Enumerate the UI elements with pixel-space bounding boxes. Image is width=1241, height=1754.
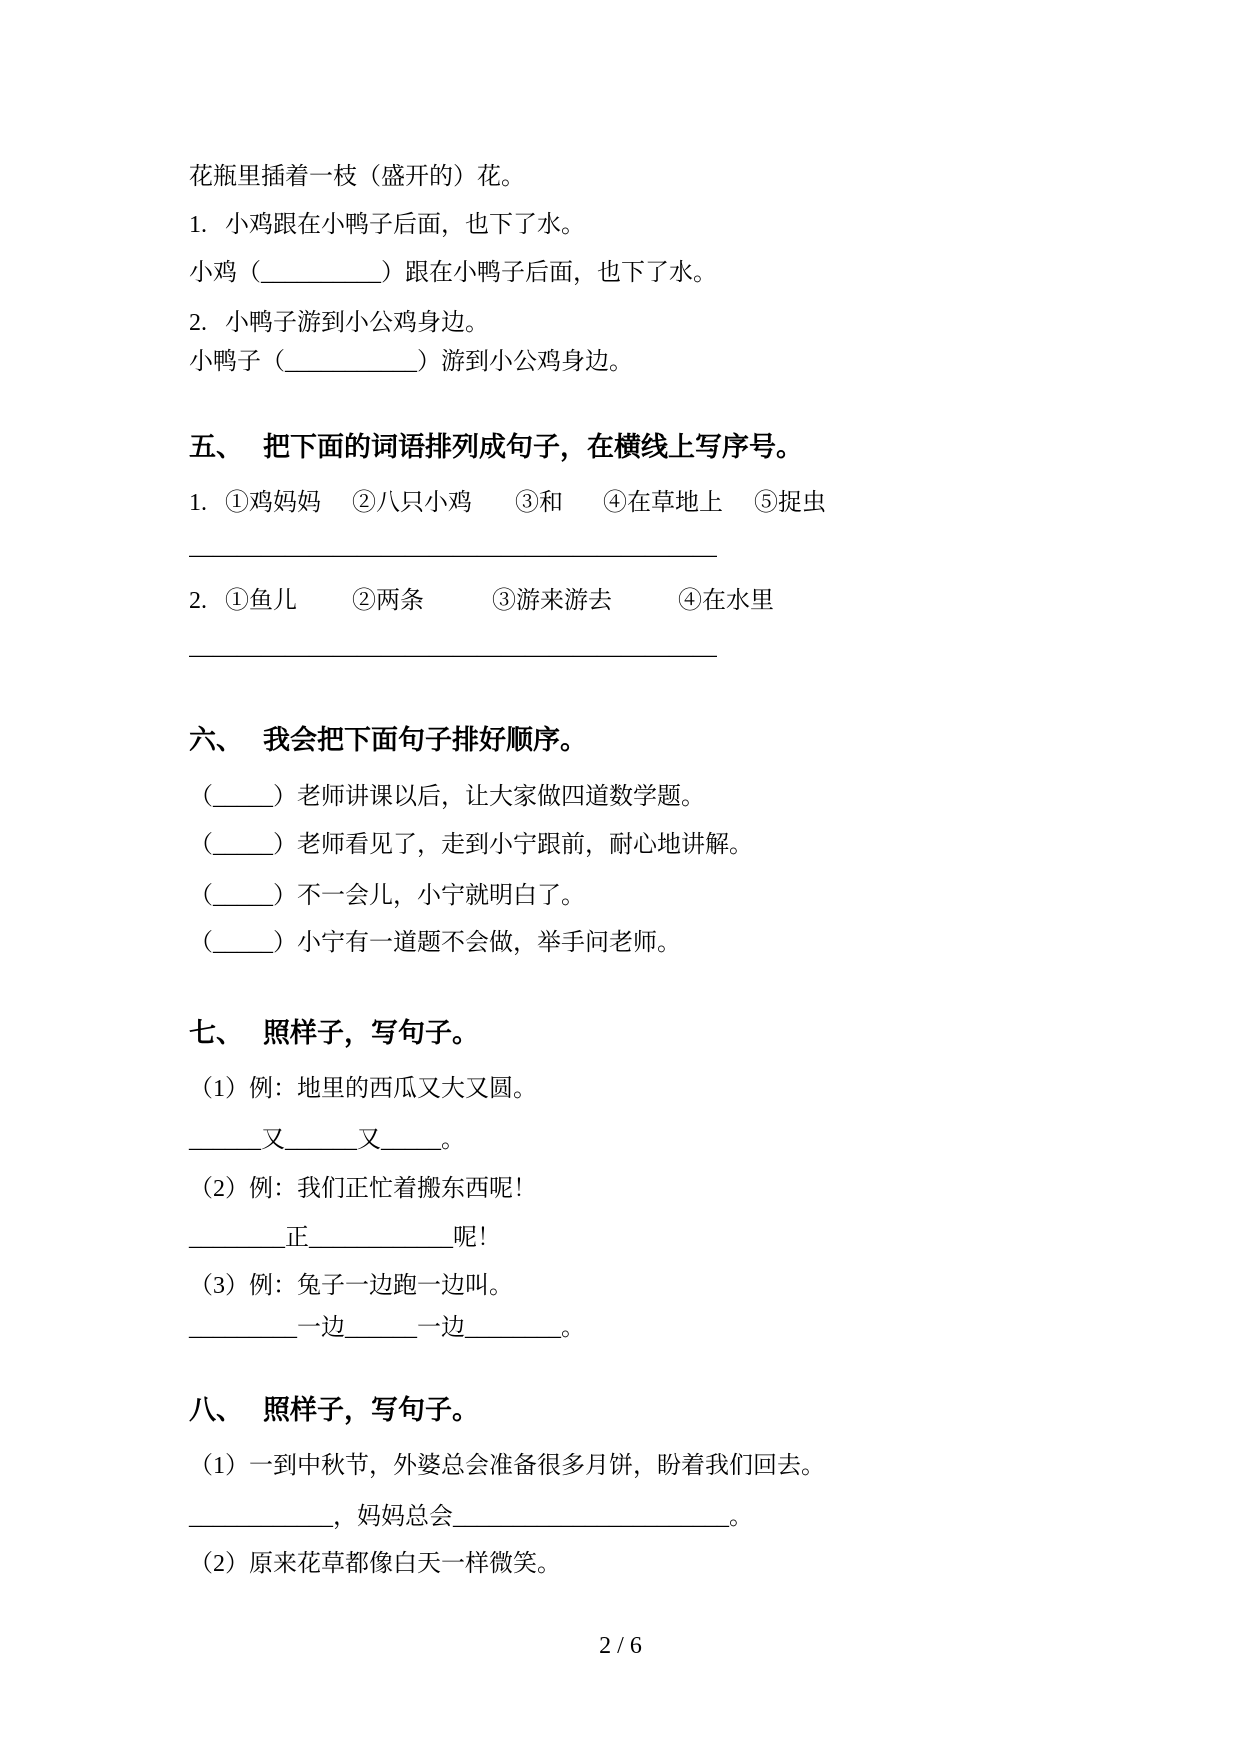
item-index: 2.: [189, 588, 207, 614]
ordering-item: [189, 881, 1089, 911]
item-index: 1.: [189, 490, 207, 516]
page-number: 2 / 6: [599, 1633, 642, 1659]
word-option: ③游来游去: [492, 588, 612, 614]
section-title: 把下面的词语排列成句子，在横线上写序号。: [263, 432, 803, 462]
item-sentence: 小鸡跟在小鸭子后面，也下了水。: [225, 212, 585, 238]
order-blank: （_____）: [189, 930, 297, 956]
section5-heading: [189, 430, 1089, 464]
section8-heading: [189, 1393, 1089, 1427]
word-option: ④在草地上: [603, 490, 723, 516]
fill-blank-answer: ____________，妈妈总会_______________________。: [189, 1504, 753, 1530]
order-blank: （_____）: [189, 883, 297, 909]
word-option: ③和: [515, 490, 563, 516]
item-index: 1.: [189, 212, 207, 238]
example-sentence: （2）例：我们正忙着搬东西呢！: [189, 1176, 537, 1202]
ordering-item: [189, 830, 1089, 860]
ordering-sentence: 老师讲课以后，让大家做四道数学题。: [297, 784, 705, 810]
ordering-sentence: 不一会儿，小宁就明白了。: [297, 883, 585, 909]
section-number: 七、: [189, 1018, 243, 1048]
section7-heading: [189, 1016, 1089, 1050]
example-sentence: （1）一到中秋节，外婆总会准备很多月饼，盼着我们回去。: [189, 1453, 825, 1479]
section-number: 八、: [189, 1395, 243, 1425]
section-title: 照样子，写句子。: [263, 1018, 479, 1048]
section-number: 六、: [189, 725, 243, 755]
example-sentence: 花瓶里插着一枝（盛开的）花。: [189, 164, 525, 190]
ordering-item: [189, 782, 1089, 812]
word-option: ⑤捉虫: [754, 490, 826, 516]
question-item: [189, 210, 1089, 240]
ordering-sentence: 小宁有一道题不会做，举手问老师。: [297, 930, 681, 956]
word-option: ②八只小鸡: [352, 490, 472, 516]
fill-blank-answer: ________正____________呢！: [189, 1225, 501, 1251]
word-option: ④在水里: [678, 588, 774, 614]
example-sentence: （1）例：地里的西瓜又大又圆。: [189, 1076, 537, 1102]
word-option: ②两条: [352, 588, 424, 614]
fill-blank-answer: _________一边______一边________。: [189, 1315, 585, 1341]
order-blank: （_____）: [189, 832, 297, 858]
item-sentence: 小鸭子游到小公鸡身边。: [225, 310, 489, 336]
fill-blank-answer: ______又______又_____。: [189, 1127, 465, 1153]
section-number: 五、: [189, 432, 243, 462]
item-index: 2.: [189, 310, 207, 336]
ordering-sentence: 老师看见了，走到小宁跟前，耐心地讲解。: [297, 832, 753, 858]
answer-line: ——————————————————————: [189, 642, 717, 668]
fill-blank-answer: 小鸡（__________）跟在小鸭子后面，也下了水。: [189, 260, 717, 286]
section-title: 照样子，写句子。: [263, 1395, 479, 1425]
order-blank: （_____）: [189, 784, 297, 810]
section-title: 我会把下面句子排好顺序。: [263, 725, 587, 755]
ordering-item: [189, 928, 1089, 958]
word-order-item: [189, 488, 1089, 518]
word-order-item: [189, 586, 1089, 616]
fill-blank-answer: 小鸭子（___________）游到小公鸡身边。: [189, 349, 633, 375]
example-sentence: （2）原来花草都像白天一样微笑。: [189, 1551, 561, 1577]
example-sentence: （3）例：兔子一边跑一边叫。: [189, 1273, 513, 1299]
word-option: ①鱼儿: [225, 588, 297, 614]
section6-heading: [189, 723, 1089, 757]
question-item: [189, 308, 1089, 338]
word-option: ①鸡妈妈: [225, 490, 321, 516]
answer-line: ——————————————————————: [189, 542, 717, 568]
